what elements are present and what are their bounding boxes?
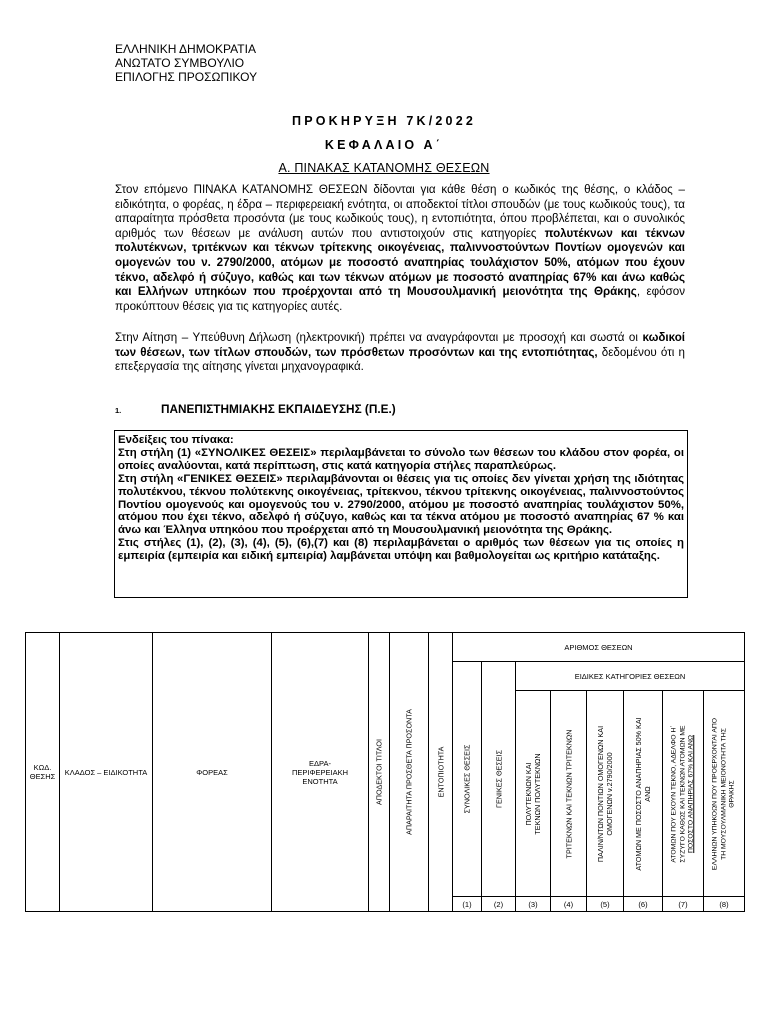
header-col-7-line: ΣΥΖΥΓΟ ΚΑΘΩΣ ΚΑΙ ΤΕΚΝΩΝ ΑΤΟΜΩΝ ΜΕ [678, 724, 686, 863]
header-col-8-line: ΕΛΛΗΝΩΝ ΥΠΗΚΟΩΝ ΠΟΥ ΠΡΟΕΡΧΟΝΤΑΙ ΑΠΟ [711, 717, 719, 870]
issuer-block [115, 42, 257, 84]
header-seat-label: ΕΔΡΑ-ΠΕΡΙΦΕΡΕΙΑΚΗ ΕΝΟΤΗΤΑ [291, 758, 348, 786]
column-number: (2) [481, 896, 516, 912]
header-col-6-line: ΑΝΩ [643, 785, 652, 802]
header-col-1 [452, 661, 482, 897]
chapter-title: ΚΕΦΑΛΑΙΟ Α΄ [324, 138, 444, 152]
header-special-label: ΕΙΔΙΚΕΣ ΚΑΤΗΓΟΡΙΕΣ ΘΕΣΕΩΝ [574, 671, 686, 681]
header-col-8-label [711, 717, 737, 869]
header-col-7-line: ΑΤΟΜΩΝ ΠΟΥ ΕΧΟΥΝ ΤΕΚΝΟ, ΑΔΕΛΦΟ Η΄ [670, 724, 678, 863]
paragraph-bold-text: πολυτέκνων και τέκνων πολυτέκνων, τριτέκνων και τέκνων τρίτεκνης οικογένειας, παλιννοστούντων Ποντίων ομογενών και ομογενών του ν. 2790/2000, ατόμων με ποσοστό αναπηρίας τουλάχιστον 50%, ατόμων που έχουν τέκνο, αδελφό ή σύζυγο, καθώς και των τέκνων ατόμων με ποσοστό αναπηρίας 67% και άνω καθώς και Ελλήνων υπηκόων που προέρχονται από τη Μουσουλμανική μειονότητα της Θράκης [115, 226, 685, 299]
column-number: (4) [550, 896, 587, 912]
header-col-4-label: ΤΡΙΤΕΚΝΩΝ ΚΑΙ ΤΕΚΝΩΝ ΤΡΙΤΕΚΝΩΝ [564, 729, 573, 858]
paragraph-text: Στην Αίτηση – Υπεύθυνη Δήλωση (ηλεκτρονική) πρέπει να αναγράφονται με προσοχή και σωστά οι [115, 331, 643, 344]
header-col-4 [550, 690, 587, 897]
issuer-line: ΑΝΩΤΑΤΟ ΣΥΜΒΟΥΛΙΟ [115, 56, 245, 70]
header-branch [59, 632, 153, 912]
announcement-title: ΠΡΟΚΗΡΥΞΗ 7Κ/2022 [291, 114, 477, 128]
header-col-8-line: ΤΗ ΜΟΥΣΟΥΛΜΑΝΙΚΗ ΜΕΙΟΝΟΤΗΤΑ ΤΗΣ [719, 727, 727, 860]
header-quals [389, 632, 429, 912]
notes-item: Στη στήλη «ΓΕΝΙΚΕΣ ΘΕΣΕΙΣ» περιλαμβάνονται οι θέσεις για τις οποίες δεν γίνεται χρήση της ιδιότητας πολυτέκνου, τέκνου πολύτεκνης οικογένειας, τρίτεκνου, τέκνου τρίτεκνης οικογένειας, παλιννοστούντος Ποντίου ομογενούς και ομογενούς του ν. 2790/2000, ατόμου με ποσοστό αναπηρίας τουλάχιστον 50%, ατόμου που έχει τέκνο, αδελφό ή σύζυγο, καθώς και τα τέκνα ατόμου με ποσοστό αναπηρίας 67 % και άνω και Έλληνα υπηκόου που προέρχεται από τη Μουσουλμανική μειονότητα της Θράκης. [118, 472, 684, 537]
issuer-line: ΕΛΛΗΝΙΚΗ ΔΗΜΟΚΡΑΤΙΑ [115, 42, 256, 56]
column-number: (3) [515, 896, 551, 912]
column-number: (6) [623, 896, 663, 912]
paragraph-text: δεδομένου ότι η επεξεργασία της αίτησης γίνεται μηχανογραφικά. [115, 345, 685, 374]
header-col-6-line: ΑΤΟΜΩΝ ΜΕ ΠΟΣΟΣΤΟ ΑΝΑΠΗΡΙΑΣ 50% ΚΑΙ [634, 716, 643, 871]
column-number: (1) [452, 896, 482, 912]
header-agency-label: ΦΟΡΕΑΣ [196, 767, 228, 777]
header-col-3-label [524, 753, 542, 834]
header-titles [368, 632, 390, 912]
positions-table [25, 632, 745, 912]
section-number: 1. [115, 406, 122, 415]
header-col-1-label: ΣΥΝΟΛΙΚΕΣ ΘΕΣΕΙΣ [462, 744, 472, 814]
header-col-7-line: ΠΟΣΟΣΤΟ ΑΝΑΠΗΡΙΑΣ 67% ΚΑΙ ΑΝΩ [687, 734, 695, 853]
header-col-6-label [634, 717, 652, 870]
header-locality [428, 632, 453, 912]
header-col-8 [703, 690, 745, 897]
header-code-label: ΚΩΔ. ΘΕΣΗΣ [29, 763, 56, 781]
header-positions-count [452, 632, 745, 662]
header-col-5-line: ΠΑΛΙΝ/ΝΤΩΝ ΠΟΝΤΙΩΝ ΟΜΟΓΕΝΩΝ ΚΑΙ [596, 725, 605, 862]
allocation-table-title: Α. ΠΙΝΑΚΑΣ ΚΑΤΑΝΟΜΗΣ ΘΕΣΕΩΝ [278, 161, 490, 175]
header-col-3-line: ΤΕΚΝΩΝ ΠΟΛΥΤΕΚΝΩΝ [533, 752, 542, 835]
header-col-6 [623, 690, 663, 897]
table-notes-box [114, 430, 688, 598]
header-col-2 [481, 661, 516, 897]
header-titles-label: ΑΠΟΔΕΚΤΟΙ ΤΙΤΛΟΙ [374, 738, 384, 806]
header-col-7-label [670, 725, 696, 862]
header-seat [271, 632, 369, 912]
header-col-5-line: ΟΜΟΓΕΝΩΝ ν.2790/2000 [605, 751, 614, 836]
header-col-3-line: ΠΟΛΥΤΕΚΝΩΝ ΚΑΙ [524, 761, 533, 826]
column-number: (7) [662, 896, 704, 912]
header-col-3 [515, 690, 551, 897]
issuer-line: ΕΠΙΛΟΓΗΣ ΠΡΟΣΩΠΙΚΟΥ [115, 70, 258, 84]
paragraph-text: , εφόσον προκύπτουν θέσεις για τις κατηγορίες αυτές. [115, 285, 685, 313]
header-col-5 [586, 690, 624, 897]
column-number: (8) [703, 896, 745, 912]
paragraph-bold-text: κωδικοί των θέσεων, των τίτλων σπουδών, των πρόσθετων προσόντων και της εντοπιότητας, [115, 331, 685, 359]
header-col-2-label: ΓΕΝΙΚΕΣ ΘΕΣΕΙΣ [494, 749, 503, 809]
header-positions-label: ΑΡΙΘΜΟΣ ΘΕΣΕΩΝ [564, 642, 633, 652]
paragraph-text: Στον επόμενο ΠΙΝΑΚΑ ΚΑΤΑΝΟΜΗΣ ΘΕΣΕΩΝ δίδονται για κάθε θέση ο κωδικός της θέσης, ο κλάδος – ειδικότητα, ο φορέας, η έδρα – περιφερειακή ενότητα, οι αποδεκτοί τίτλοι σπουδών (με τους κωδικούς τους), τα απαραίτητα πρόσθετα προσόντα (με τους κωδικούς τους), η εντοπιότητα, όπου προβλέπεται, και ο συνολικός αριθμός των θέσεων με ανάλυση αυτών που αντιστοιχούν στις κατηγορίες [115, 183, 685, 240]
header-special-categories [515, 661, 745, 691]
header-col-8-line: ΘΡΑΚΗΣ [728, 779, 736, 808]
intro-paragraph [115, 183, 685, 314]
header-col-7 [662, 690, 704, 897]
header-agency [152, 632, 272, 912]
notes-item: Στις στήλες (1), (2), (3), (4), (5), (6),(7) και (8) περιλαμβάνεται ο αριθμός των θέσεων για τις οποίες η εμπειρία (εμπειρία και ειδική εμπειρία) λαμβάνεται υπόψη και βαθμολογείται ως κριτήριο κατάταξης. [118, 537, 684, 563]
header-quals-label: ΑΠΑΡΑΙΤΗΤΑ ΠΡΟΣΘΕΤΑ ΠΡΟΣΟΝΤΑ [404, 709, 414, 835]
notes-heading: Ενδείξεις του πίνακα: [118, 434, 234, 446]
section-heading [115, 402, 396, 416]
header-locality-label: ΕΝΤΟΠΙΟΤΗΤΑ [436, 746, 445, 798]
column-number: (5) [586, 896, 624, 912]
notes-item: Στη στήλη (1) «ΣΥΝΟΛΙΚΕΣ ΘΕΣΕΙΣ» περιλαμβάνεται το σύνολο των θέσεων του κλάδου στον φορέα, οι οποίες αναλύονται, κατά περίπτωση, στις κατά κατηγορία στήλες παραπλεύρως. [118, 446, 684, 472]
section-title: ΠΑΝΕΠΙΣΤΗΜΙΑΚΗΣ ΕΚΠΑΙΔΕΥΣΗΣ (Π.Ε.) [161, 402, 396, 416]
header-col-5-label [596, 725, 614, 861]
header-code [25, 632, 60, 912]
application-paragraph [115, 331, 685, 375]
header-branch-label: ΚΛΑΔΟΣ – ΕΙΔΙΚΟΤΗΤΑ [64, 767, 148, 777]
